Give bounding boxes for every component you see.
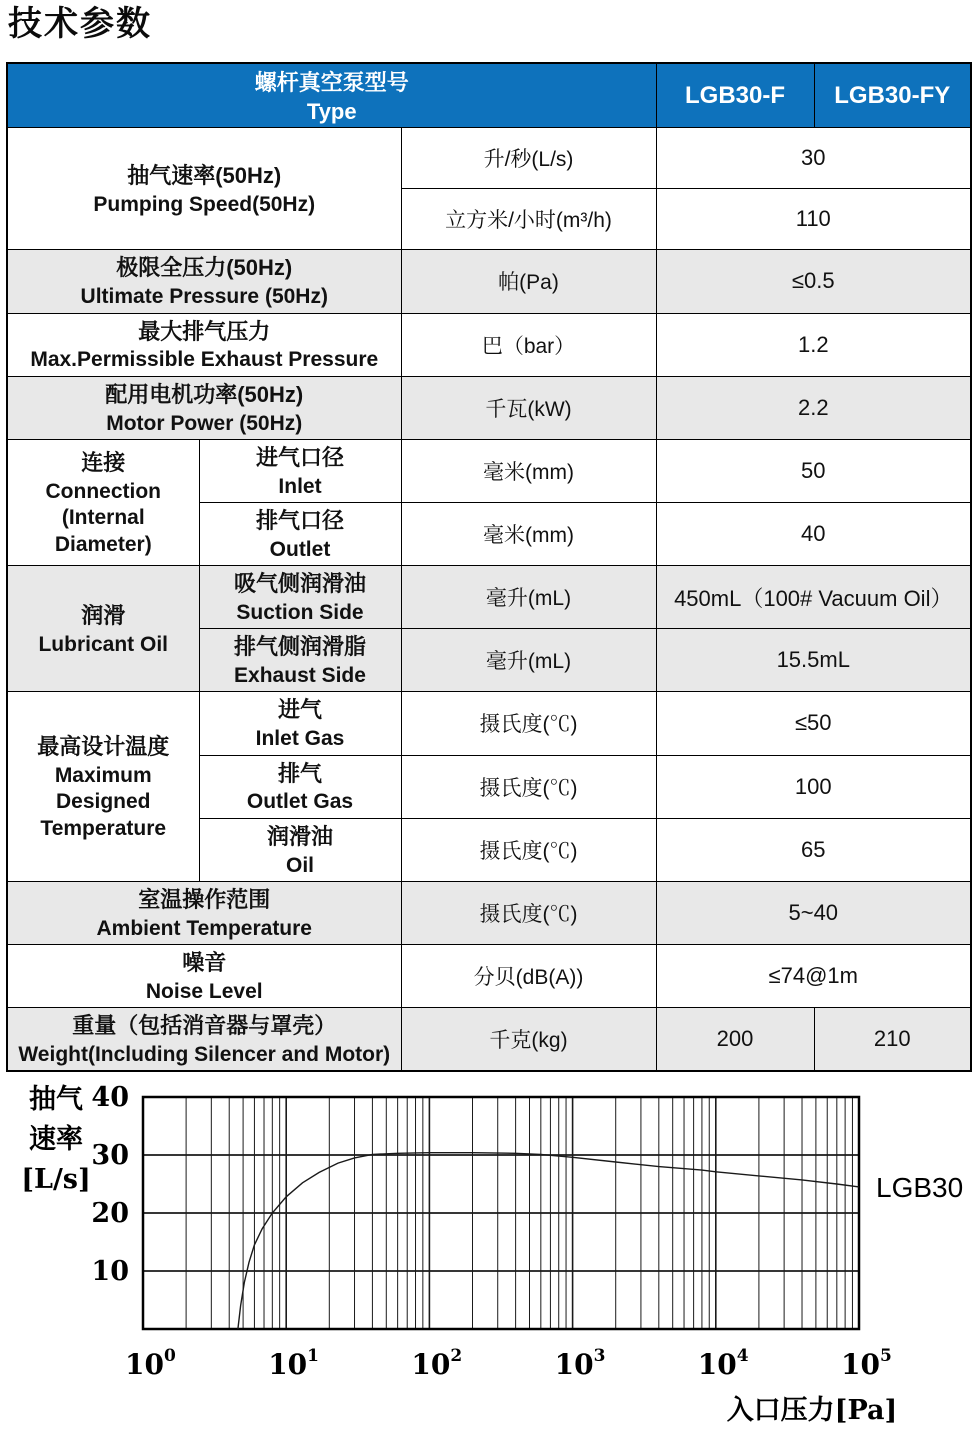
svg-text:10: 10 [91,1256,129,1287]
value-cell: 1.2 [656,313,971,376]
spec-row-header: 极限全压力(50Hz) Ultimate Pressure (50Hz) [7,250,401,313]
table-header-model-lgb30-f: LGB30-F [656,63,814,128]
unit-cell: 摄氏度(℃) [401,692,656,755]
spec-row-header: 室温操作范围 Ambient Temperature [7,881,401,944]
unit-cell: 帕(Pa) [401,250,656,313]
value-cell: 2.2 [656,376,971,439]
svg-text:抽气: 抽气 [29,1084,83,1115]
value-cell: ≤0.5 [656,250,971,313]
value-cell-lgb30-fy: 210 [814,1008,971,1072]
table-header-type [7,63,656,128]
value-cell: 15.5mL [656,629,971,692]
series-curve-LGB30 [238,1153,859,1329]
table-header-type-zh: 螺杆真空泵型号 [254,70,409,95]
spec-row-header: 最大排气压力 Max.Permissible Exhaust Pressure [7,313,401,376]
value-cell: 110 [656,189,971,250]
spec-row-header: 连接 Connection (Internal Diameter) [7,439,199,565]
value-cell: 65 [656,818,971,881]
spec-row-header: 最高设计温度 Maximum Designed Temperature [7,692,199,881]
svg-text:105: $10^5$ [841,1346,892,1381]
unit-cell: 摄氏度(℃) [401,881,656,944]
svg-text:104: $10^4$ [697,1346,749,1381]
unit-cell: 摄氏度(℃) [401,755,656,818]
pumping-speed-chart [0,1060,977,1440]
value-cell: ≤50 [656,692,971,755]
table-header-model-lgb30-fy: LGB30-FY [814,63,971,128]
spec-row-header: 配用电机功率(50Hz) Motor Power (50Hz) [7,376,401,439]
unit-cell: 毫米(mm) [401,502,656,565]
svg-text:[L/s]: [L/s] [21,1164,91,1195]
unit-cell: 千瓦(kW) [401,376,656,439]
svg-text:20: 20 [91,1198,129,1229]
spec-sub-header: 排气 Outlet Gas [199,755,401,818]
value-cell: 40 [656,502,971,565]
spec-sub-header: 排气口径 Outlet [199,502,401,565]
unit-cell: 毫升(mL) [401,629,656,692]
chart-y-tick-labels [91,1082,129,1287]
unit-cell: 摄氏度(℃) [401,818,656,881]
chart-x-tick-labels [125,1346,892,1381]
chart-y-axis-label [21,1083,91,1195]
unit-cell: 毫升(mL) [401,566,656,629]
spec-row-header: 抽气速率(50Hz) Pumping Speed(50Hz) [7,128,401,250]
svg-text:40: 40 [91,1082,129,1113]
value-cell: 30 [656,128,971,189]
svg-text:30: 30 [91,1140,129,1171]
value-cell: 50 [656,439,971,502]
value-cell: 450mL（100# Vacuum Oil） [656,566,971,629]
chart-x-axis-label: 入口压力[Pa] [726,1395,898,1426]
svg-text:100: $10^0$ [125,1346,176,1381]
pumping-speed-chart-svg [0,1060,977,1440]
spec-sub-header: 进气 Inlet Gas [199,692,401,755]
spec-table [6,62,972,1072]
chart-gridlines [143,1097,859,1329]
spec-sub-header: 润滑油 Oil [199,818,401,881]
unit-cell: 升/秒(L/s) [401,128,656,189]
spec-sub-header: 吸气侧润滑油 Suction Side [199,566,401,629]
page-title: 技术参数 [8,5,152,43]
spec-row-header: 重量（包括消音器与罩壳） Weight(Including Silencer and Motor) [7,1008,401,1072]
unit-cell: 毫米(mm) [401,439,656,502]
svg-text:101: $10^1$ [268,1346,320,1381]
spec-sub-header: 排气侧润滑脂 Exhaust Side [199,629,401,692]
svg-text:103: $10^3$ [554,1346,606,1381]
svg-text:速率: 速率 [29,1124,83,1155]
unit-cell: 巴（bar） [401,313,656,376]
unit-cell: 千克(kg) [401,1008,656,1072]
spec-row-header: 润滑 Lubricant Oil [7,566,199,692]
value-cell: 5~40 [656,881,971,944]
table-header-type-en: Type [306,99,357,124]
value-cell: ≤74@1m [656,944,971,1007]
value-cell-lgb30-f: 200 [656,1008,814,1072]
spec-row-header: 噪音 Noise Level [7,944,401,1007]
series-label-LGB30: LGB30 [876,1171,964,1203]
unit-cell: 立方米/小时(m³/h) [401,189,656,250]
value-cell: 100 [656,755,971,818]
unit-cell: 分贝(dB(A)) [401,944,656,1007]
svg-text:102: $10^2$ [411,1346,463,1381]
spec-sub-header: 进气口径 Inlet [199,439,401,502]
